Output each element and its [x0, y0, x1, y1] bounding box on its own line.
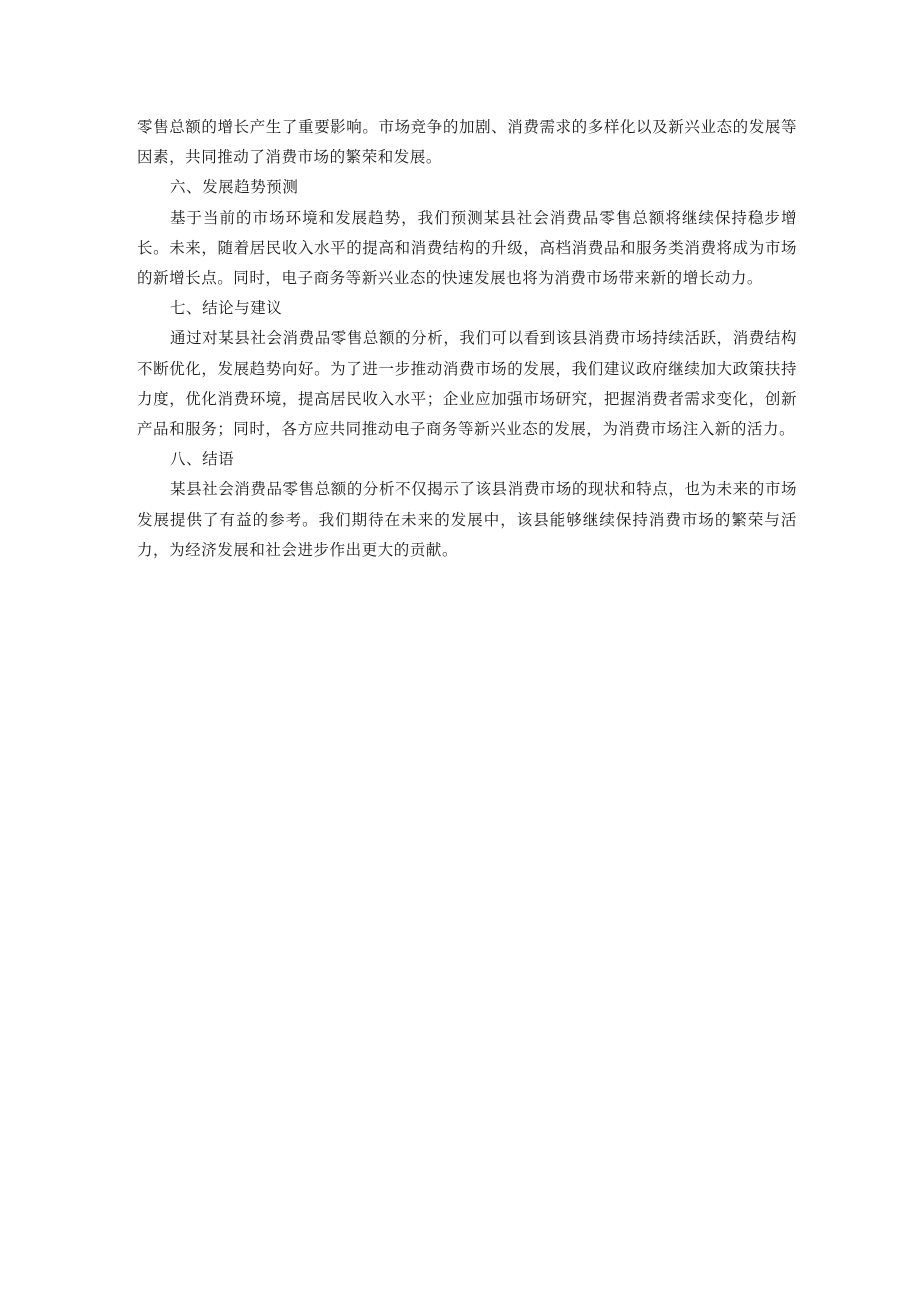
- paragraph-trend-forecast: 基于当前的市场环境和发展趋势，我们预测某县社会消费品零售总额将继续保持稳步增长。未来，随着居民收入水平的提高和消费结构的升级，高档消费品和服务类消费将成为市场的新增长点。同时，电子商务等新兴业态的快速发展也将为消费市场带来新的增长动力。: [137, 208, 797, 288]
- paragraph-closing: 某县社会消费品零售总额的分析不仅揭示了该县消费市场的现状和特点，也为未来的市场发展提供了有益的参考。我们期待在未来的发展中，该县能够继续保持消费市场的繁荣与活力，为经济发展和社会进步作出更大的贡献。: [137, 480, 797, 559]
- section-heading-trend-forecast: 六、发展趋势预测: [170, 178, 299, 197]
- section-heading-conclusion: 七、结论与建议: [170, 299, 283, 318]
- paragraph-continuation: 零售总额的增长产生了重要影响。市场竞争的加剧、消费需求的多样化以及新兴业态的发展等因素，共同推动了消费市场的繁荣和发展。: [137, 118, 797, 167]
- document-body: [137, 112, 797, 565]
- section-heading-closing: 八、结语: [170, 450, 235, 469]
- paragraph-conclusion: 通过对某县社会消费品零售总额的分析，我们可以看到该县消费市场持续活跃，消费结构不断优化，发展趋势向好。为了进一步推动消费市场的发展，我们建议政府继续加大政策扶持力度，优化消费环境，提高居民收入水平；企业应加强市场研究，把握消费者需求变化，创新产品和服务；同时，各方应共同推动电子商务等新兴业态的发展，为消费市场注入新的活力。: [137, 329, 797, 439]
